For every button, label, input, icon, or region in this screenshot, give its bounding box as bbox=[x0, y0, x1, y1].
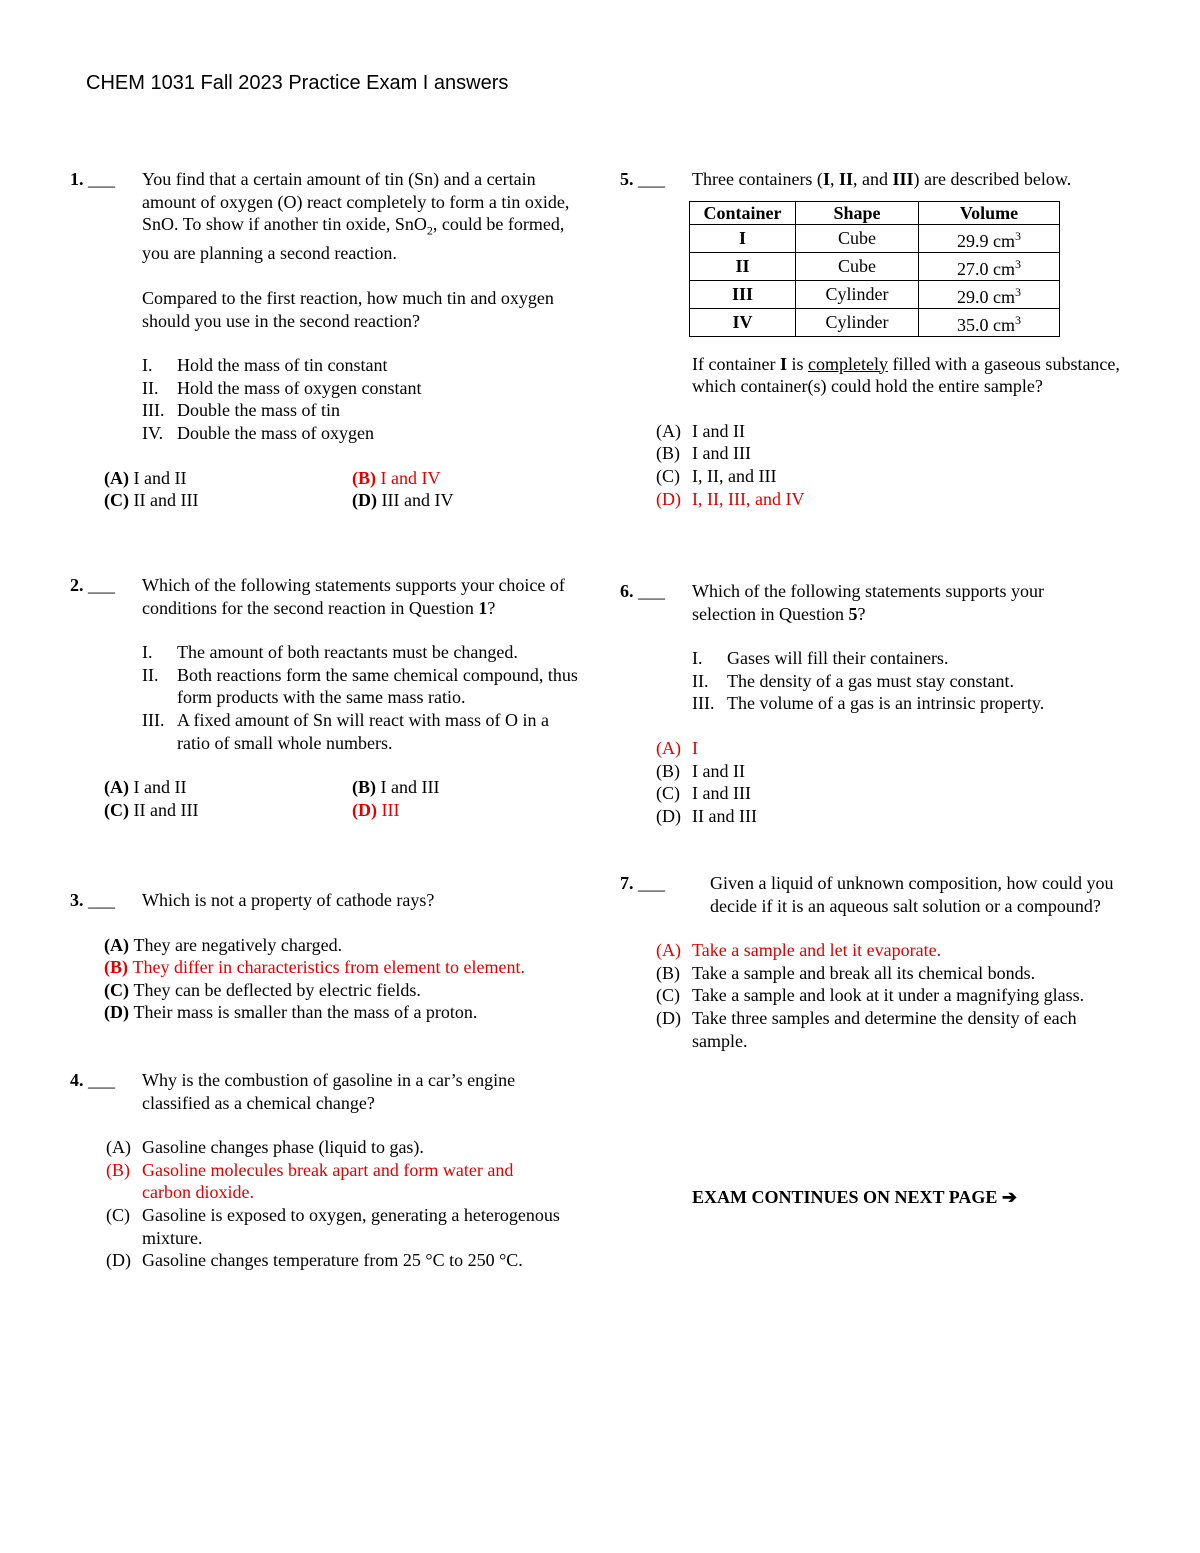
choice-a: (A) I and II bbox=[104, 777, 187, 798]
table-row: III Cylinder 29.0 $cm^3$ bbox=[690, 280, 1060, 308]
choice-c: (C) I, II, and III bbox=[656, 465, 777, 486]
question-stem: You find that a certain amount of tin (Sn) and a certain amount of oxygen (O) react completely to form a tin oxide, SnO. To show if another tin oxide, SnO$_2$, could be formed, you are planning a second reaction. bbox=[142, 169, 570, 264]
statement: IV. Double the mass of oxygen bbox=[142, 422, 374, 443]
question-stem: Why is the combustion of gasoline in a car’s engine classified as a chemical change? bbox=[142, 1070, 516, 1113]
table-row: IV Cylinder 35.0 $cm^3$ bbox=[690, 308, 1060, 336]
table-row: II Cube 27.0 $cm^3$ bbox=[690, 252, 1060, 280]
question-stem: Compared to the first reaction, how much tin and oxygen should you use in the second reaction? bbox=[142, 287, 554, 331]
question-number: 5. ___ bbox=[620, 169, 665, 189]
question-stem: Given a liquid of unknown composition, how could you decide if it is an aqueous salt solution or a compound? bbox=[710, 873, 1114, 916]
choice-a: (A) I and II bbox=[104, 467, 187, 488]
right-arrow-icon: ➔ bbox=[1001, 1187, 1017, 1207]
question-stem: Which of the following statements supports your selection in Question 5? bbox=[692, 581, 1044, 624]
question-number: 7. ___ bbox=[620, 873, 665, 893]
question-5 bbox=[620, 168, 1140, 510]
answer-choices bbox=[104, 467, 590, 512]
question-stem: Which is not a property of cathode rays? bbox=[142, 890, 435, 910]
statement: II. Both reactions form the same chemical compound, thus form products with the same mass ratio. bbox=[142, 664, 578, 708]
question-1 bbox=[70, 168, 590, 512]
choice-b-correct: (B) I and IV bbox=[352, 467, 441, 488]
statement: I. Gases will fill their containers. bbox=[692, 648, 949, 669]
question-number: 4. ___ bbox=[70, 1070, 115, 1090]
choice-a: (A) They are negatively charged. bbox=[104, 934, 343, 955]
continue-notice: EXAM CONTINUES ON NEXT PAGE ➔ bbox=[692, 1187, 1017, 1207]
statement: III. Double the mass of tin bbox=[142, 400, 340, 421]
container-table bbox=[689, 201, 1060, 337]
choice-b: (B) I and II bbox=[656, 760, 745, 781]
choice-b-correct: (B) Gasoline molecules break apart and form water and carbon dioxide. bbox=[106, 1159, 514, 1203]
statement: I. Hold the mass of tin constant bbox=[142, 355, 388, 376]
question-3 bbox=[70, 889, 590, 1024]
choice-b: (B) I and III bbox=[352, 777, 440, 798]
statement-list bbox=[142, 641, 582, 754]
choice-c: (C) II and III bbox=[104, 799, 199, 820]
question-stem: Three containers (I, II, and III) are described below. bbox=[692, 169, 1072, 189]
question-7 bbox=[620, 872, 1140, 1052]
choice-a-correct: (A) I bbox=[656, 737, 698, 758]
choice-c: (C) They can be deflected by electric fields. bbox=[104, 979, 421, 1000]
choice-d-correct: (D) I, II, III, and IV bbox=[656, 488, 805, 509]
choice-c: (C) II and III bbox=[104, 490, 199, 511]
answer-choices bbox=[104, 776, 590, 821]
table-header-row: Container Shape Volume bbox=[690, 201, 1060, 224]
answer-choices bbox=[656, 420, 1140, 510]
statement: III. A fixed amount of Sn will react with mass of O in a ratio of small whole numbers. bbox=[142, 709, 549, 753]
choice-b: (B) I and III bbox=[656, 443, 751, 464]
answer-choices bbox=[656, 939, 1126, 1052]
answer-choices bbox=[106, 1136, 566, 1272]
choice-a: (A) I and II bbox=[656, 420, 745, 441]
choice-d: (D) III and IV bbox=[352, 490, 454, 511]
choice-a: (A) Gasoline changes phase (liquid to gas). bbox=[106, 1137, 424, 1158]
question-number: 1. ___ bbox=[70, 169, 115, 189]
choice-a-correct: (A) Take a sample and let it evaporate. bbox=[656, 940, 942, 961]
choice-d: (D) Their mass is smaller than the mass of a proton. bbox=[104, 1002, 478, 1023]
statement-list bbox=[142, 354, 582, 444]
question-number: 2. ___ bbox=[70, 575, 115, 595]
page-title: CHEM 1031 Fall 2023 Practice Exam I answers bbox=[86, 72, 509, 94]
question-number: 3. ___ bbox=[70, 890, 115, 910]
statement-list bbox=[692, 647, 1112, 715]
question-6 bbox=[620, 580, 1140, 827]
choice-d: (D) Take three samples and determine the density of each sample. bbox=[656, 1007, 1077, 1051]
table-row: I Cube 29.9 $cm^3$ bbox=[690, 224, 1060, 252]
choice-b-correct: (B) They differ in characteristics from element to element. bbox=[104, 957, 526, 978]
choice-c: (C) Gasoline is exposed to oxygen, generating a heterogenous mixture. bbox=[106, 1204, 560, 1248]
choice-d: (D) Gasoline changes temperature from 25 °C to 250 °C. bbox=[106, 1250, 523, 1271]
choice-b: (B) Take a sample and break all its chemical bonds. bbox=[656, 962, 1036, 983]
choice-d: (D) II and III bbox=[656, 805, 757, 826]
statement: II. The density of a gas must stay constant. bbox=[692, 670, 1014, 691]
choice-c: (C) Take a sample and look at it under a magnifying glass. bbox=[656, 985, 1085, 1006]
statement: I. The amount of both reactants must be changed. bbox=[142, 642, 518, 663]
answer-choices bbox=[104, 934, 590, 1024]
statement: III. The volume of a gas is an intrinsic property. bbox=[692, 693, 1045, 714]
answer-choices bbox=[656, 737, 1140, 827]
choice-c: (C) I and III bbox=[656, 783, 751, 804]
question-stem: If container I is completely filled with a gaseous substance, which container(s) could hold the entire sample? bbox=[692, 353, 1120, 397]
question-stem: Which of the following statements supports your choice of conditions for the second reaction in Question 1? bbox=[142, 575, 565, 618]
question-2 bbox=[70, 574, 590, 821]
statement: II. Hold the mass of oxygen constant bbox=[142, 377, 422, 398]
question-4 bbox=[70, 1069, 590, 1272]
question-number: 6. ___ bbox=[620, 581, 665, 601]
choice-d-correct: (D) III bbox=[352, 799, 400, 820]
